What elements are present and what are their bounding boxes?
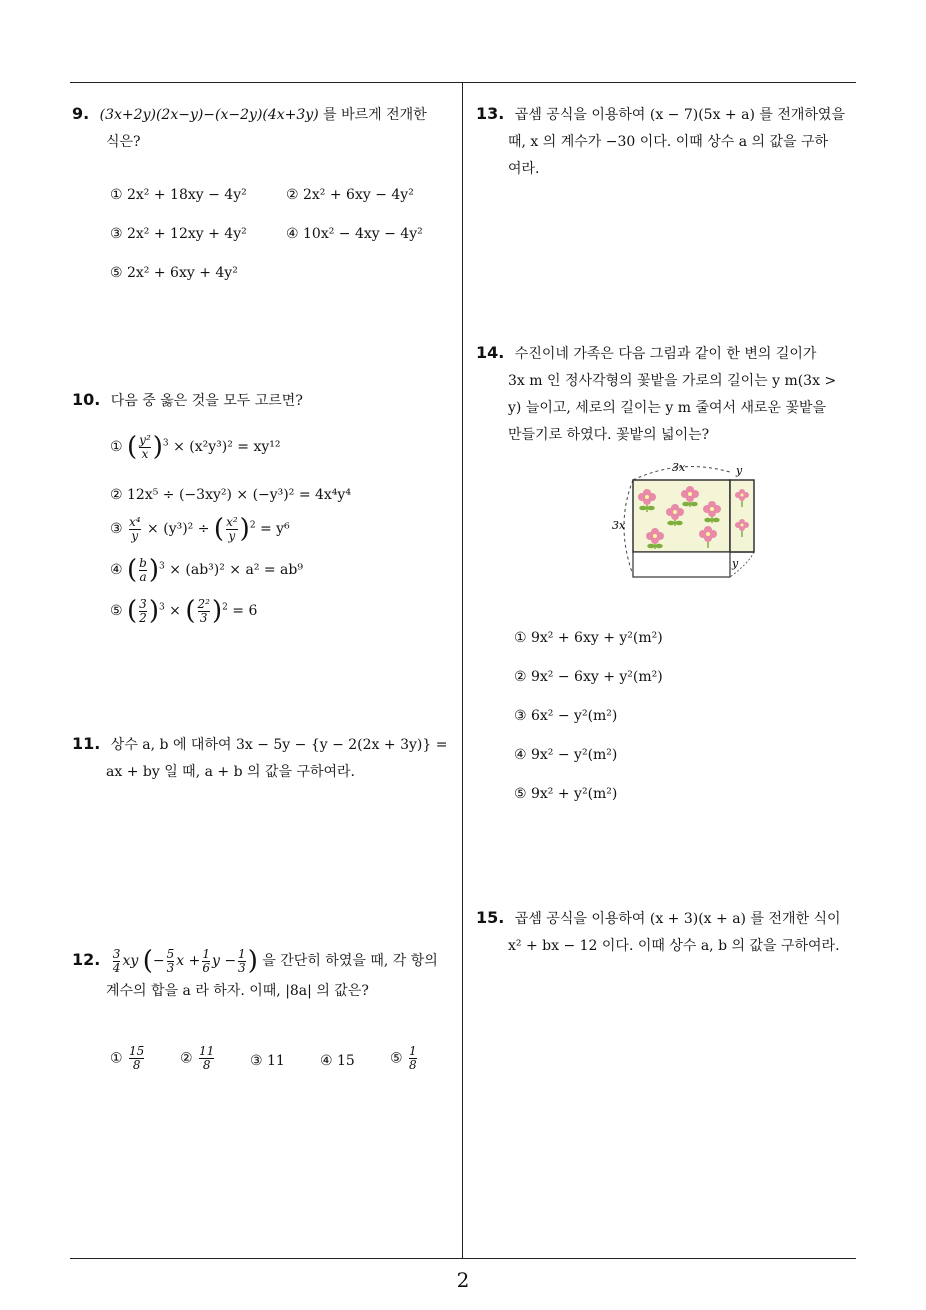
option-expression: = y⁶ [260, 521, 290, 537]
option-expression: × (x²y³)² = xy¹² [173, 439, 281, 455]
option-1[interactable]: ① 2x² + 18xy − 4y² [110, 187, 247, 203]
option-expression: × (y³)² ÷ [147, 521, 210, 537]
fraction: $\frac{\text{x²}}{y}$ [226, 514, 238, 543]
option-expression: 12x⁵ ÷ (−3xy²) × (−y³)² = 4x⁴y⁴ [127, 487, 351, 503]
page-number: 2 [456, 1268, 470, 1292]
problem-text: 을 간단히 하였을 때, 각 항의 [262, 953, 438, 969]
option-1[interactable]: ① 9x² + 6xy + y²(m²) [514, 630, 663, 646]
problem-text: x² + bx − 12 이다. 이때 상수 a, b 의 값을 구하여라. [508, 938, 840, 954]
problem-number: 12. [72, 950, 101, 969]
option-mark: ⑤ [110, 603, 123, 619]
fraction: $\frac{15}{8}$ [129, 1044, 145, 1072]
problem-text: 곱셈 공식을 이용하여 (x − 7)(5x + a) 를 전개하였을 [514, 107, 845, 123]
option-4[interactable]: ④ 10x² − 4xy − 4y² [286, 226, 423, 242]
option-2[interactable] [180, 1045, 216, 1072]
problem-text: 수진이네 가족은 다음 그림과 같이 한 변의 길이가 [514, 346, 817, 362]
problem-text: 계수의 합을 a 라 하자. 이때, |8a| 의 값은? [106, 983, 369, 999]
fraction: $\frac{11}{8}$ [199, 1044, 215, 1072]
option-mark: ② [110, 487, 123, 503]
fraction: $\frac{b}{a}$ [139, 555, 147, 584]
option-5[interactable]: ⑤ 2x² + 6xy + 4y² [110, 265, 238, 281]
option-mark: ① [110, 1050, 123, 1067]
option-expression: × [169, 603, 181, 619]
problem-10 [72, 386, 457, 415]
option-mark: ④ [320, 1053, 333, 1069]
fraction: $\frac{\text{y²}}{x}$ [139, 432, 151, 461]
problem-text: 식은? [106, 134, 141, 150]
option-3[interactable] [250, 1053, 285, 1069]
problem-text: 3x m 인 정사각형의 꽃밭을 가로의 길이는 y m(3x > [508, 373, 837, 389]
option-2[interactable] [110, 487, 351, 503]
problem-12: 12. $\frac{3}{4}$ xy (− $\frac{5}{3}$ x + $\frac{1}{6}$ y − $\frac{1}{3}$ ) 을 간단히 하였을 때, 각 항의 계수의 합을 a 라 하자. 이때, |8a| 의 값은? [72, 946, 438, 999]
option-5[interactable]: ⑤ ( $\frac{3}{2}$ )$^3$ × ( $\frac{\text{2²}}{3}$ )$^2$ = 6 [110, 596, 258, 626]
option-mark: ③ [110, 521, 123, 537]
option-value: 11 [267, 1053, 285, 1069]
fraction: $\frac{3}{2}$ [139, 596, 147, 625]
problem-number: 13. [476, 104, 505, 123]
column-divider [462, 83, 463, 1258]
option-2[interactable]: ② 9x² − 6xy + y²(m²) [514, 669, 663, 685]
option-mark: ② [180, 1050, 193, 1067]
problem-number: 9. [72, 104, 90, 123]
problem-text: 를 바르게 전개한 [318, 107, 427, 123]
problem-number: 10. [72, 390, 101, 409]
flower-bed-figure [600, 460, 770, 590]
label-left: 3x [612, 519, 626, 532]
option-3[interactable]: ③ $\frac{\text{x⁴}}{y}$ × (y³)² ÷ ( $\frac{\text{x²}}{y}$ )$^2$ = y⁶ [110, 514, 290, 544]
fraction: $\frac{\text{2²}}{3}$ [197, 596, 210, 625]
option-1[interactable] [110, 1045, 146, 1072]
problem-text: ax + by 일 때, a + b 의 값을 구하여라. [106, 764, 356, 780]
bottom-rule [70, 1258, 856, 1259]
fraction: $\frac{3}{4}$ [112, 946, 121, 975]
problem-text: 다음 중 옳은 것을 모두 고르면? [110, 393, 303, 409]
option-value: 15 [337, 1053, 355, 1069]
option-expression: = 6 [232, 603, 258, 619]
option-3[interactable]: ③ 2x² + 12xy + 4y² [110, 226, 247, 242]
option-2[interactable]: ② 2x² + 6xy − 4y² [286, 187, 414, 203]
flower-bed-diagram [600, 460, 770, 590]
problem-number: 15. [476, 908, 505, 927]
problem-text: 만들기로 하였다. 꽃밭의 넓이는? [508, 427, 710, 443]
option-4[interactable]: ④ ( $\frac{b}{a}$ )$^3$ × (ab³)² × a² = ab⁹ [110, 555, 303, 585]
fraction: $\frac{\text{x⁴}}{y}$ [129, 514, 141, 543]
option-mark: ① [110, 439, 123, 455]
problem-text: 상수 a, b 에 대하여 3x − 5y − {y − 2(2x + 3y)} = [110, 737, 448, 753]
problem-expression: (3x+2y)(2x−y)−(x−2y)(4x+3y) [99, 107, 319, 123]
problem-number: 14. [476, 343, 505, 362]
problem-11 [72, 730, 457, 786]
option-expression: × (ab³)² × a² = ab⁹ [169, 562, 303, 578]
option-mark: ⑤ [390, 1050, 403, 1067]
top-rule [70, 82, 856, 83]
option-mark: ③ [250, 1053, 263, 1069]
problem-13 [476, 100, 861, 183]
option-mark: ④ [110, 562, 123, 578]
option-4[interactable]: ④ 9x² − y²(m²) [514, 747, 618, 763]
label-bottom-right: y [732, 557, 739, 570]
problem-text: 때, x 의 계수가 −30 이다. 이때 상수 a 의 값을 구하 [508, 134, 829, 150]
fraction: $\frac{1}{8}$ [409, 1044, 417, 1072]
option-5[interactable]: ⑤ 9x² + y²(m²) [514, 786, 618, 802]
option-1[interactable]: ① ( $\frac{\text{y²}}{x}$ )$^3$ × (x²y³)² = xy¹² [110, 432, 281, 462]
problem-number: 11. [72, 734, 101, 753]
option-4[interactable] [320, 1053, 355, 1069]
problem-text: 곱셈 공식을 이용하여 (x + 3)(x + a) 를 전개한 식이 [514, 911, 841, 927]
removed-strip [633, 552, 730, 577]
option-3[interactable]: ③ 6x² − y²(m²) [514, 708, 618, 724]
label-top-right: y [736, 464, 743, 477]
problem-15 [476, 904, 861, 960]
problem-text: 여라. [508, 161, 540, 177]
option-5[interactable] [390, 1045, 419, 1072]
problem-text: y) 늘이고, 세로의 길이는 y m 줄여서 새로운 꽃밭을 [508, 400, 827, 416]
problem-14 [476, 339, 861, 449]
problem-9 [72, 100, 457, 156]
label-top: 3x [672, 461, 686, 474]
